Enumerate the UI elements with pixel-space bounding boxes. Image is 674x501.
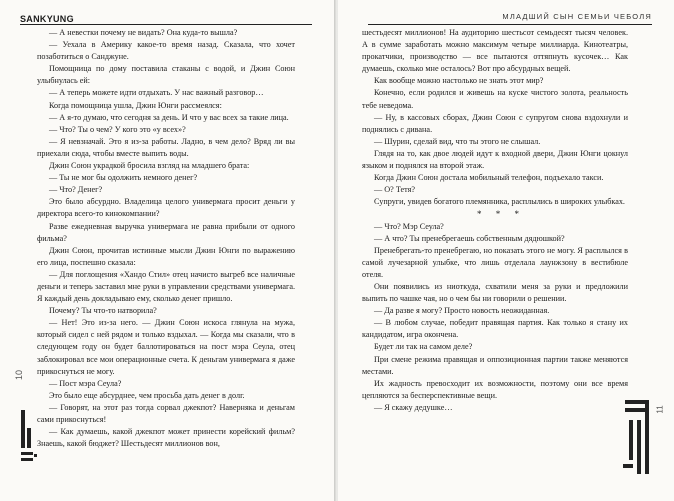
- right-page: [338, 0, 674, 501]
- page-corner-ornament-right: [621, 392, 659, 478]
- paragraph: Их жадность превосходит их возможности, поэтому они все время цепляются за бесперспективные вещи.: [362, 378, 628, 400]
- paragraph: — Нет! Это из-за него. — Джин Союн искоса глянула на мужа, который сидел с ней рядом и только вздыхал. — Когда мы сказали, что в следующем году он будет баллотироваться на пост мэра Сеула, отец заблокировал все мои операционные счета. К деньгам универмага я даже прикоснуться не могу.: [37, 318, 295, 376]
- paragraph: — А я-то думаю, что сегодня за день. И что у вас всех за такие лица.: [49, 112, 289, 122]
- paragraph: шестьдесят миллионов! На аудиторию шестьсот семьдесят тысяч человек. А в сумме заработать можно максимум четыре миллиарда. Кинотеатры, прокатчики, производство — все пытаются оттяпнуть кусочек… Как думаешь, сколько мне осталось? Вот про абсурдных вещей.: [362, 28, 628, 74]
- paragraph: — А что? Ты пренебрегаешь собственным дядюшкой?: [374, 233, 565, 243]
- paragraph: — В любом случае, победит правящая партия. Как только я стану их кандидатом, игра окончена.: [362, 318, 628, 340]
- paragraph: Как вообще можно настолько не знать этот мир?: [374, 76, 544, 86]
- paragraph: — Что? Ты о чем? У кого это «у всех»?: [49, 124, 186, 134]
- paragraph: — Я невзначай. Это я из-за работы. Ладно, в чем дело? Вряд ли вы приехали сюда, чтобы вместе выпить воды.: [37, 136, 295, 158]
- paragraph: Джин Союн, прочитав истинные мысли Джин Юнги по выражению его лица, поспешно сказала:: [37, 245, 295, 267]
- paragraph: Это было абсурдно. Владелица целого универмага просит деньги у директора всего-то кинокомпании?: [37, 197, 295, 219]
- paragraph: — А невестки почему не видать? Она куда-то вышла?: [49, 28, 238, 37]
- running-head-left: SANKYUNG: [20, 14, 74, 24]
- paragraph: Помощница по дому поставила стаканы с водой, и Джин Союн улыбнулась ей:: [37, 64, 295, 86]
- paragraph: — Уехала в Америку какое-то время назад. Сказала, что хочет позаботиться о Санджуне.: [37, 40, 295, 62]
- paragraph: — А теперь можете идти отдыхать. У нас важный разговор…: [49, 88, 264, 98]
- page-corner-ornament-left: [18, 408, 44, 468]
- paragraph: Джин Союн украдкой бросила взгляд на младшего брата:: [49, 161, 250, 171]
- paragraph: Когда помощница ушла, Джин Юнги рассмеялся:: [49, 100, 222, 110]
- paragraph: — Пост мэра Сеула?: [49, 378, 122, 388]
- header-rule: [20, 24, 312, 25]
- running-head-right: МЛАДШИЙ СЫН СЕМЬИ ЧЕБОЛЯ: [502, 12, 652, 21]
- paragraph: Пренебрегать-то пренебрегаю, но показать этого не могу. Я расплылся в самой лучезарной улыбке, что лишь отделала лаунжзону в вестибюле отеля.: [362, 245, 628, 279]
- paragraph: Конечно, если родился и живешь на куске чистого золота, реальность тебе неведома.: [362, 88, 628, 110]
- paragraph: Они появились из ниоткуда, схватили меня за руки и предложили выпить по чашке чая, но о чем бы ни говорили о решении.: [362, 281, 628, 304]
- page-number-left: 10: [14, 369, 24, 380]
- paragraph: Разве ежедневная выручка универмага не равна прибыли от одного фильма?: [37, 221, 295, 243]
- paragraph: — Что? Мэр Сеула?: [374, 221, 444, 231]
- paragraph: — Ну, в кассовых сборах, Джин Союн с супругом снова вздохнули и поднялись с дивана.: [362, 112, 628, 134]
- scene-separator: * * *: [477, 209, 525, 220]
- paragraph: Глядя на то, как двое людей идут к входной двери, Джин Юнги цокнул языком и поднялся на второй этаж.: [362, 148, 628, 171]
- right-page-text: [362, 27, 628, 414]
- paragraph: Будет ли так на самом деле?: [374, 342, 473, 352]
- paragraph: — Что? Денег?: [49, 185, 103, 195]
- paragraph: — Говорят, на этот раз тогда сорвал джекпот? Наверняка и деньгам сами прикоснуться!: [37, 402, 295, 424]
- paragraph: При смене режима правящая и оппозиционная партии также меняются местами.: [362, 354, 628, 376]
- paragraph: Супруги, увидев богатого племянника, расплылись в широких улыбках.: [374, 197, 625, 207]
- paragraph: Когда Джин Союн достала мобильный телефон, подъехало такси.: [374, 173, 604, 183]
- left-page-text: [37, 27, 295, 450]
- page-number-right: 11: [655, 405, 665, 414]
- paragraph: — Я скажу дедушке…: [374, 402, 453, 412]
- paragraph: Почему? Ты что-то натворила?: [49, 306, 157, 316]
- paragraph: — Для поглощения «Хандо Стил» отец начисто выгреб все наличные деньги и теперь заставил мне руки в управлении средствами универмага. Я каждый день докладываю ему, сколько денег пришло.: [37, 269, 295, 304]
- left-page: [0, 0, 336, 501]
- paragraph: Это было еще абсурднее, чем просьба дать денег в долг.: [49, 390, 245, 400]
- header-rule: [368, 24, 652, 25]
- paragraph: — О? Тетя?: [374, 185, 416, 195]
- paragraph: — Ты не мог бы одолжить немного денег?: [49, 173, 198, 183]
- paragraph: — Шурин, сделай вид, что ты этого не слышал.: [374, 136, 541, 146]
- paragraph: — Да разве я могу? Просто новость неожиданная.: [374, 306, 550, 316]
- paragraph: — Как думаешь, какой джекпот может принести корейский фильм? Знаешь, какой бюджет? Шестьдесят миллионов вон,: [37, 427, 295, 449]
